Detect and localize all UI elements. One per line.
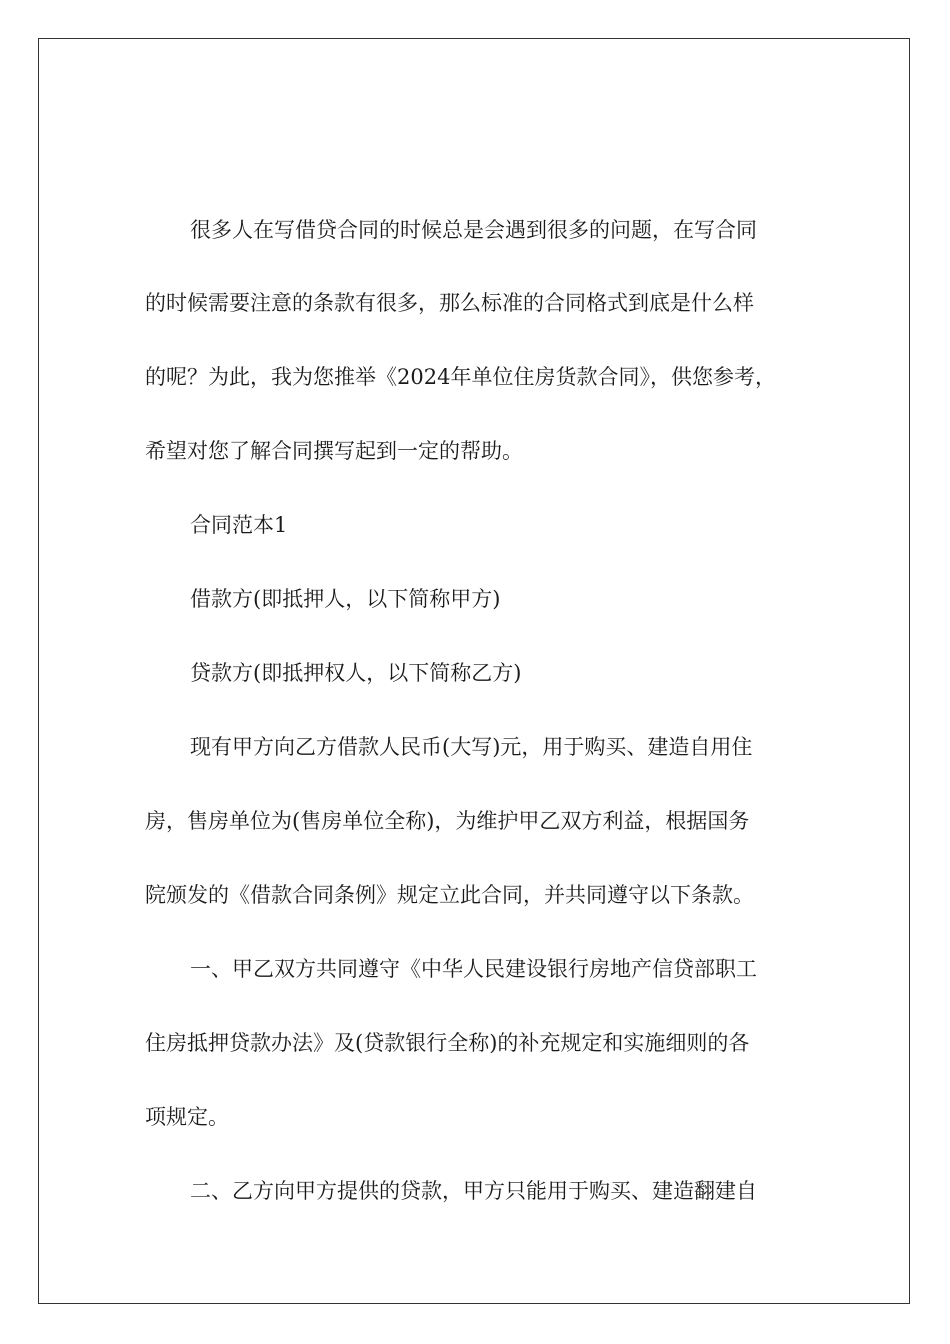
preamble-line-1: 现有甲方向乙方借款人民币(大写)元，用于购买、建造自用住 [190,735,753,759]
intro-line-3: 的呢？为此，我为您推举《2024年单位住房货款合同》，供您参考， [145,365,776,389]
intro-line-4: 希望对您了解合同撰写起到一定的帮助。 [145,439,523,463]
clause-1-line-3: 项规定。 [145,1105,229,1129]
clause-2-line-1: 二、乙方向甲方提供的贷款，甲方只能用于购买、建造翻建自 [190,1179,757,1203]
section-title: 合同范本1 [190,513,288,537]
intro-line-2: 的时候需要注意的条款有很多，那么标准的合同格式到底是什么样 [145,291,754,315]
intro-line-1: 很多人在写借贷合同的时候总是会遇到很多的问题，在写合同 [190,218,757,242]
clause-1-line-1: 一、甲乙双方共同遵守《中华人民建设银行房地产信贷部职工 [190,957,757,981]
clause-1-line-2: 住房抵押贷款办法》及(贷款银行全称)的补充规定和实施细则的各 [145,1031,750,1055]
borrower-party: 借款方(即抵押人，以下简称甲方) [190,587,501,611]
preamble-line-3: 院颁发的《借款合同条例》规定立此合同，并共同遵守以下条款。 [145,883,754,907]
preamble-line-2: 房，售房单位为(售房单位全称)，为维护甲乙双方利益，根据国务 [145,809,750,833]
lender-party: 贷款方(即抵押权人，以下简称乙方) [190,661,522,685]
